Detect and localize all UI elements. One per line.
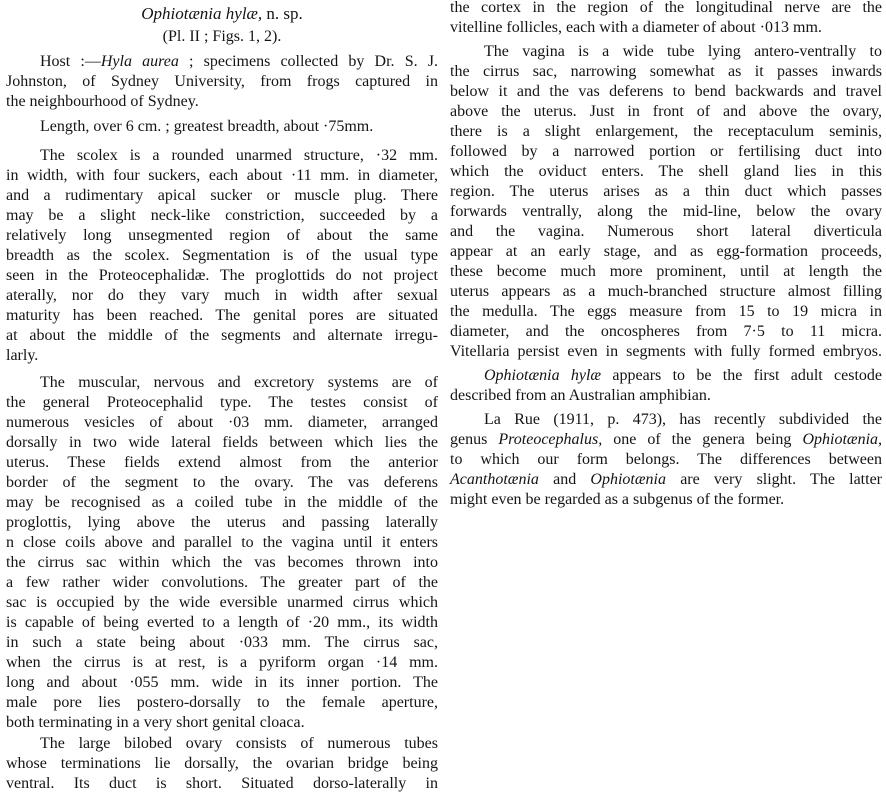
italic-text: Proteocephalus, bbox=[498, 431, 603, 448]
text-line: La Rue (1911, p. 473), has recently subdivided the bbox=[484, 411, 882, 428]
text-line: diameter, and the oncospheres from 7·5 to 11 micra. bbox=[450, 323, 882, 340]
text-line: appear at an early stage, and as egg-formation proceeds, bbox=[450, 243, 882, 260]
text-line: at about the middle of the segments and alternate irregu- bbox=[6, 327, 438, 344]
text-line: above the uterus. Just in front of and above the ovary, bbox=[450, 103, 882, 120]
para-la-rue bbox=[450, 410, 882, 510]
para-scolex bbox=[6, 146, 438, 366]
text-line: which the oviduct enters. The shell gland lies in this bbox=[450, 163, 882, 180]
text-line: n close coils above and parallel to the vagina until it enters bbox=[6, 534, 438, 551]
text-line bbox=[6, 52, 438, 72]
text-segment: genus bbox=[450, 431, 499, 448]
text-line: maturity has been reached. The genital pores are situated bbox=[6, 307, 438, 324]
text-line: The scolex is a rounded unarmed structure, ·32 mm. bbox=[40, 147, 438, 164]
text-line: forwards ventrally, along the mid-line, below the ovary bbox=[450, 203, 882, 220]
text-line bbox=[450, 470, 882, 490]
text-line: male pore lies postero-dorsally to the female aperture, bbox=[6, 694, 438, 711]
para-systems bbox=[6, 373, 438, 733]
para-first-cestode bbox=[450, 366, 882, 406]
text-line: may be recognised as a coiled tube in the middle of the bbox=[6, 494, 438, 511]
text-line: Vitellaria persist even in segments with fully formed embryos. bbox=[450, 343, 882, 360]
text-segment: appears to be the first adult cestode bbox=[601, 367, 883, 384]
text-line: the medulla. The eggs measure from 15 to 19 micra in bbox=[450, 303, 882, 320]
text-line: when the cirrus is at rest, is a pyriform organ ·14 mm. bbox=[6, 654, 438, 671]
text-line: the general Proteocephalid type. The testes consist of bbox=[6, 394, 438, 411]
text-line: sac is occupied by the wide eversible unarmed cirrus which bbox=[6, 594, 438, 611]
para-host bbox=[6, 52, 438, 112]
text-line: the neighbourhood of Sydney. bbox=[6, 93, 199, 110]
text-line: in such a state being about ·033 mm. The cirrus sac, bbox=[6, 634, 438, 651]
text-line: aterally, nor do they vary much in width after sexual bbox=[6, 287, 438, 304]
text-line: uterus appears as a much-branched structure almost filling bbox=[450, 283, 882, 300]
text-line: may be a slight neck-like constriction, succeeded by a bbox=[6, 207, 438, 224]
text-line: a few rather wider convolutions. The greater part of the bbox=[6, 574, 438, 591]
text-line: in width, with four suckers, each about ·11 mm. in diameter, bbox=[6, 167, 438, 184]
text-line: The large bilobed ovary consists of numerous tubes bbox=[40, 735, 438, 752]
text-line: The muscular, nervous and excretory systems are of bbox=[40, 374, 438, 391]
para-length bbox=[6, 117, 438, 137]
text-segment: are very slight. The latter bbox=[665, 471, 882, 488]
left-column bbox=[6, 0, 438, 794]
text-line: might even be regarded as a subgenus of the former. bbox=[450, 491, 785, 508]
text-line: and a rudimentary apical sucker or muscle plug. There bbox=[6, 187, 438, 204]
text-line: the cirrus sac, narrowing somewhat as it passes inwards bbox=[450, 63, 882, 80]
text-segment: n. sp. bbox=[262, 4, 303, 23]
title bbox=[6, 4, 438, 24]
text-line: larly. bbox=[6, 347, 39, 364]
italic-text: Acanthotænia bbox=[450, 471, 539, 488]
text-line: is capable of being everted to a length of ·20 mm., its width bbox=[6, 614, 438, 631]
text-line: to which our form belongs. The differences between bbox=[450, 451, 882, 468]
text-line: there is a slight enlargement, the receptaculum seminis, bbox=[450, 123, 882, 140]
text-line: uterus. These fields extend almost from the anterior bbox=[6, 454, 438, 471]
text-line: these become much more prominent, until at length the bbox=[450, 263, 882, 280]
text-line: Johnston, of Sydney University, from frogs captured in bbox=[6, 73, 438, 90]
italic-text: Ophiotænia hylæ, bbox=[141, 4, 263, 23]
text-segment: ; specimens collected by Dr. S. J. bbox=[178, 53, 438, 70]
text-line: seen in the Proteocephalidæ. The proglottids do not project bbox=[6, 267, 438, 284]
para-vagina bbox=[450, 42, 882, 362]
text-line: described from an Australian amphibian. bbox=[450, 387, 711, 404]
text-line: long and about ·055 mm. wide in its inner portion. The bbox=[6, 674, 438, 691]
para-vitelline bbox=[450, 0, 882, 38]
text-line: whose terminations lie dorsally, the ovarian bridge being bbox=[6, 755, 438, 772]
italic-text: Ophiotænia bbox=[590, 471, 666, 488]
text-line: ventral. Its duct is short. Situated dorso-laterally in bbox=[6, 775, 438, 792]
text-line: the cirrus sac within which the vas becomes thrown into bbox=[6, 554, 438, 571]
text-line: The vagina is a wide tube lying antero-ventrally to bbox=[484, 43, 882, 60]
text-line: relatively long unsegmented region of about the same bbox=[6, 227, 438, 244]
italic-text: Ophiotænia hylæ bbox=[484, 367, 602, 384]
text-line: below it and the vas deferens to bend backwards and travel bbox=[450, 83, 882, 100]
text-line: vitelline follicles, each with a diameter of about ·013 mm. bbox=[450, 19, 822, 36]
text-line bbox=[450, 366, 882, 386]
text-line: followed by a narrowed portion or fertilising duct into bbox=[450, 143, 882, 160]
text-line: breadth as the scolex. Segmentation is of the usual type bbox=[6, 247, 438, 264]
text-line: both terminating in a very short genital cloaca. bbox=[6, 714, 305, 731]
para-ovary bbox=[6, 734, 438, 794]
plate-reference: (Pl. II ; Figs. 1, 2). bbox=[162, 28, 282, 45]
text-segment: Host :— bbox=[40, 53, 101, 70]
text-line bbox=[450, 430, 882, 450]
text-line: numerous vesicles of about ·03 mm. diameter, arranged bbox=[6, 414, 438, 431]
text-segment: and bbox=[538, 471, 591, 488]
text-line: the cortex in the region of the longitudinal nerve are the bbox=[450, 0, 882, 16]
italic-text: Ophiotænia, bbox=[802, 431, 883, 448]
text-line: proglottis, lying above the uterus and passing laterally bbox=[6, 514, 438, 531]
italic-text: Hyla aurea bbox=[100, 53, 179, 70]
text-line: and the vagina. Numerous short lateral diverticula bbox=[450, 223, 882, 240]
text-line: border of the segment to the ovary. The vas deferens bbox=[6, 474, 438, 491]
text-line: Length, over 6 cm. ; greatest breadth, about ·75mm. bbox=[40, 118, 374, 135]
right-column bbox=[450, 0, 882, 510]
text-segment: one of the genera being bbox=[602, 431, 803, 448]
text-line: region. The uterus arises as a thin duct which passes bbox=[450, 183, 882, 200]
text-line: dorsally in two wide lateral fields between which lies the bbox=[6, 434, 438, 451]
